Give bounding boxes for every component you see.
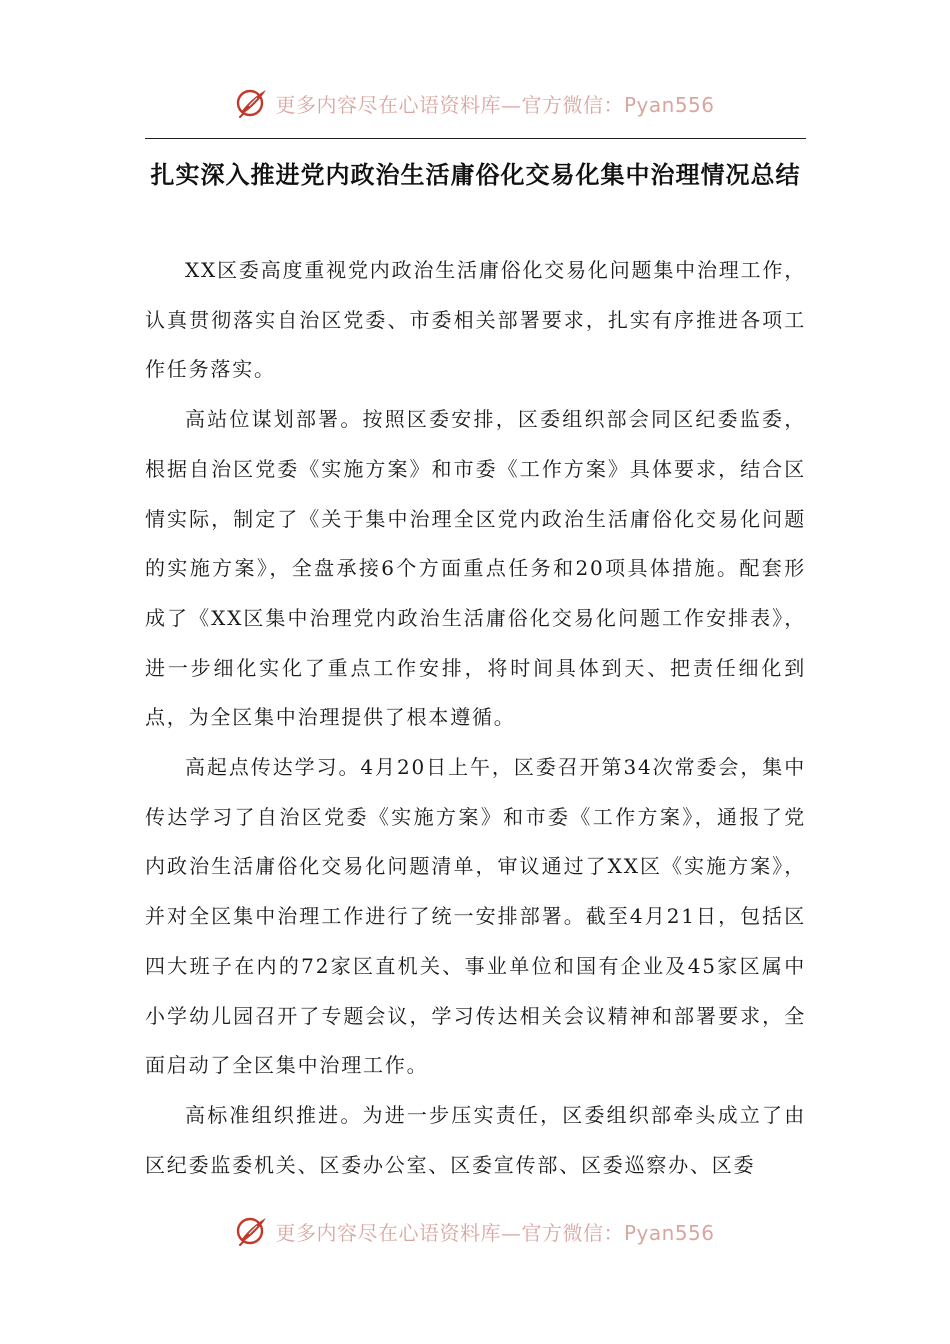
footer-banner-wechat: Pyan556	[623, 1220, 715, 1245]
header-banner-wechat: Pyan556	[623, 92, 715, 117]
paragraph-organization: 高标准组织推进。为进一步压实责任，区委组织部牵头成立了由区纪委监委机关、区委办公室、区委宣传部、区委巡察办、区委	[145, 1102, 806, 1177]
header-banner	[0, 78, 950, 128]
header-divider	[145, 138, 806, 139]
footer-banner-text	[275, 1217, 714, 1246]
quill-logo-icon	[235, 1214, 269, 1248]
paragraph-study: 高起点传达学习。4月20日上午，区委召开第34次常委会，集中传达学习了自治区党委《实施方案》和市委《工作方案》，通报了党内政治生活庸俗化交易化问题清单，审议通过了XX区《实施方案》，并对全区集中治理工作进行了统一安排部署。截至4月21日，包括区四大班子在内的72家区直机关、事业单位和国有企业及45家区属中小学幼儿园召开了专题会议，学习传达相关会议精神和部署要求，全面启动了全区集中治理工作。	[145, 755, 806, 1078]
paragraph-intro: XX区委高度重视党内政治生活庸俗化交易化问题集中治理工作，认真贯彻落实自治区党委、市委相关部署要求，扎实有序推进各项工作任务落实。	[145, 258, 806, 382]
document-body	[145, 246, 806, 1190]
header-banner-text	[275, 89, 714, 118]
header-banner-label: 更多内容尽在心语资料库—官方微信：	[275, 92, 624, 117]
paragraph-planning: 高站位谋划部署。按照区委安排，区委组织部会同区纪委监委，根据自治区党委《实施方案》和市委《工作方案》具体要求，结合区情实际，制定了《关于集中治理全区党内政治生活庸俗化交易化问题的实施方案》，全盘承接6个方面重点任务和20项具体措施。配套形成了《XX区集中治理党内政治生活庸俗化交易化问题工作安排表》，进一步细化实化了重点工作安排，将时间具体到天、把责任细化到点，为全区集中治理提供了根本遵循。	[145, 407, 806, 730]
document-title: 扎实深入推进党内政治生活庸俗化交易化集中治理情况总结	[150, 161, 801, 189]
quill-logo-icon	[235, 86, 269, 120]
footer-banner-label: 更多内容尽在心语资料库—官方微信：	[275, 1220, 624, 1245]
footer-banner	[0, 1206, 950, 1256]
